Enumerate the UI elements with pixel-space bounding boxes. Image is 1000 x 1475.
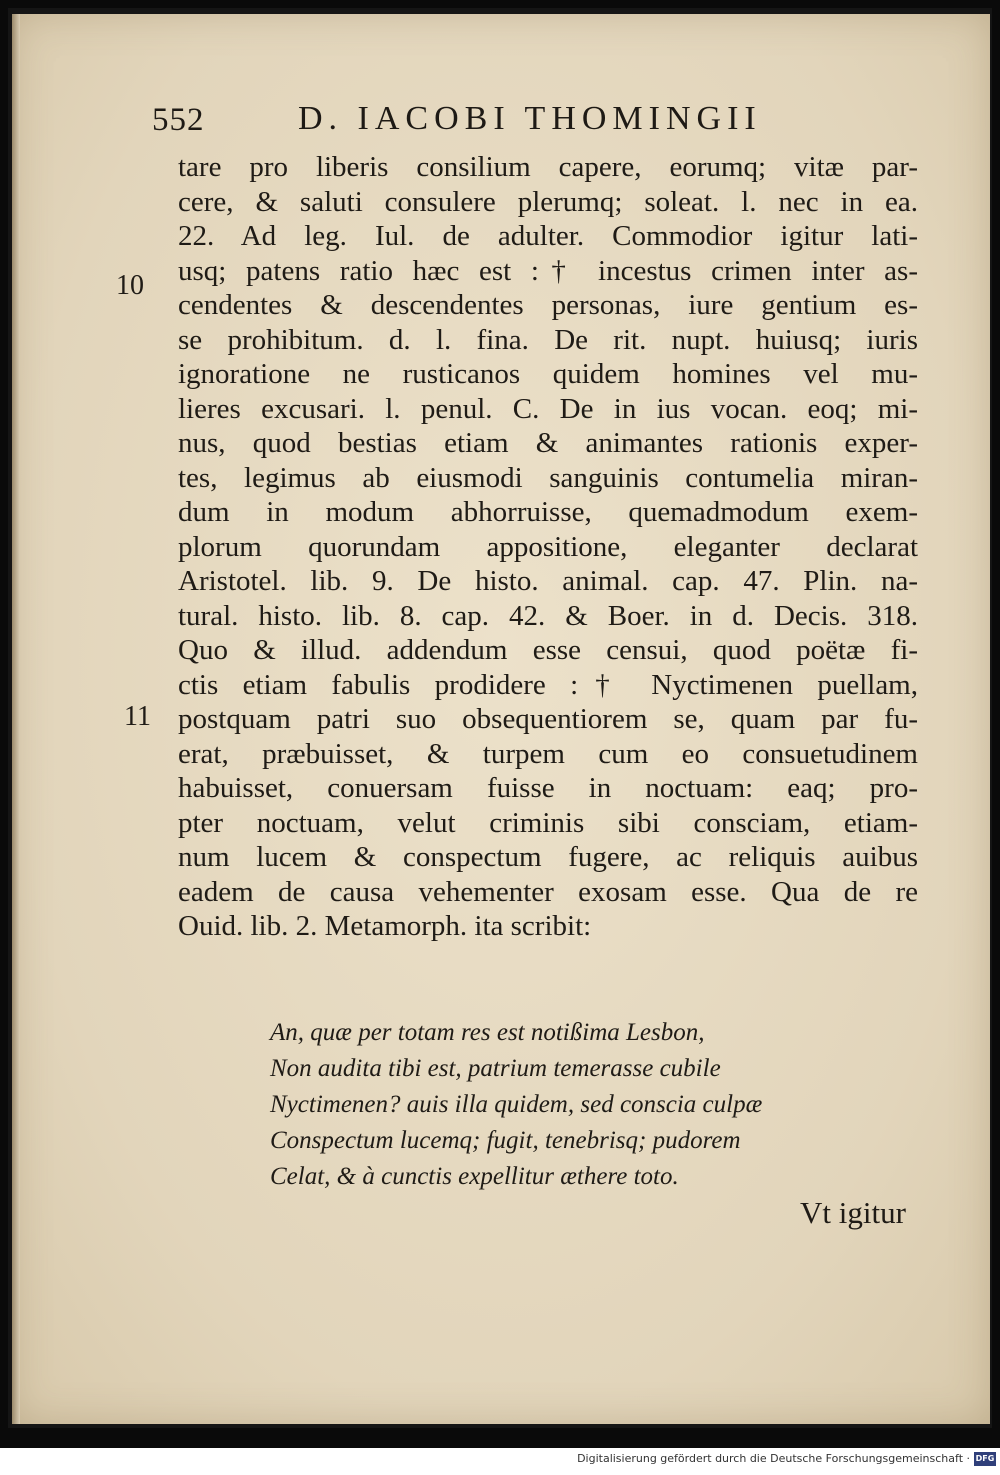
footer-credit: Digitalisierung gefördert durch die Deutsche Forschungsgemeinschaft · [577,1452,970,1465]
marginal-number: 11 [124,701,151,732]
body-line: cere, & saluti consulere plerumq; soleat. l. nec in ea. [178,185,918,218]
body-text [178,150,918,944]
verse-line: Celat, & à cunctis expellitur æthere toto. [270,1163,679,1190]
verse-quotation [270,1015,762,1195]
body-line: tes, legimus ab eiusmodi sanguinis contumelia miran- [178,461,918,494]
body-line: tare pro liberis consilium capere, eorumq; vitæ par- [178,151,918,183]
marginal-number: 10 [116,270,144,301]
body-line: erat, præbuisset, & turpem cum eo consuetudinem [178,737,918,770]
body-line: plorum quorundam appositione, eleganter declarat [178,530,918,563]
footer-bar [0,1448,1000,1475]
body-line: pter noctuam, velut criminis sibi consciam, etiam- [178,806,918,839]
verse-line: Nyctimenen? auis illa quidem, sed conscia culpæ [270,1091,763,1118]
body-line: usq; patens ratio hæc est :† incestus crimen inter as- [178,254,918,287]
running-title: D. IACOBI THOMINGII [298,100,762,137]
body-line: tural. histo. lib. 8. cap. 42. & Boer. in d. Decis. 318. [178,599,918,632]
body-line: postquam patri suo obsequentiorem se, quam par fu- [178,703,918,735]
body-line: num lucem & conspectum fugere, ac reliquis auibus [178,841,918,873]
body-line: nus, quod bestias etiam & animantes rationis exper- [178,427,918,459]
body-line: Quo & illud. addendum esse censui, quod poëtæ fi- [178,634,918,666]
page-gutter-edge [12,14,20,1424]
verse-line: Conspectum lucemq; fugit, tenebrisq; pudorem [270,1127,741,1154]
body-line: ignoratione ne rusticanos quidem homines vel mu- [178,358,918,390]
body-line: cendentes & descendentes personas, iure gentium es- [178,289,918,321]
body-line: eadem de causa vehementer exosam esse. Qua de re [178,875,918,908]
catchword: Vt igitur [800,1195,906,1230]
verse-line: An, quæ per totam res est notißima Lesbon, [270,1019,705,1046]
body-line: Ouid. lib. 2. Metamorph. ita scribit: [178,910,592,942]
verse-line: Non audita tibi est, patrium temerasse cubile [270,1055,721,1082]
body-line: se prohibitum. d. l. fina. De rit. nupt. huiusq; iuris [178,323,918,356]
body-line: lieres excusari. l. penul. C. De in ius vocan. eoq; mi- [178,392,918,425]
page-number: 552 [152,102,205,138]
body-line: habuisset, conuersam fuisse in noctuam: eaq; pro- [178,772,918,804]
body-line: 22. Ad leg. Iul. de adulter. Commodior igitur lati- [178,220,918,252]
dfg-logo-icon: DFG [974,1452,996,1466]
body-line: ctis etiam fabulis prodidere :† Nyctimenen puellam, [178,668,918,701]
body-line: dum in modum abhorruisse, quemadmodum exem- [178,496,918,528]
body-line: Aristotel. lib. 9. De histo. animal. cap. 47. Plin. na- [178,565,918,597]
